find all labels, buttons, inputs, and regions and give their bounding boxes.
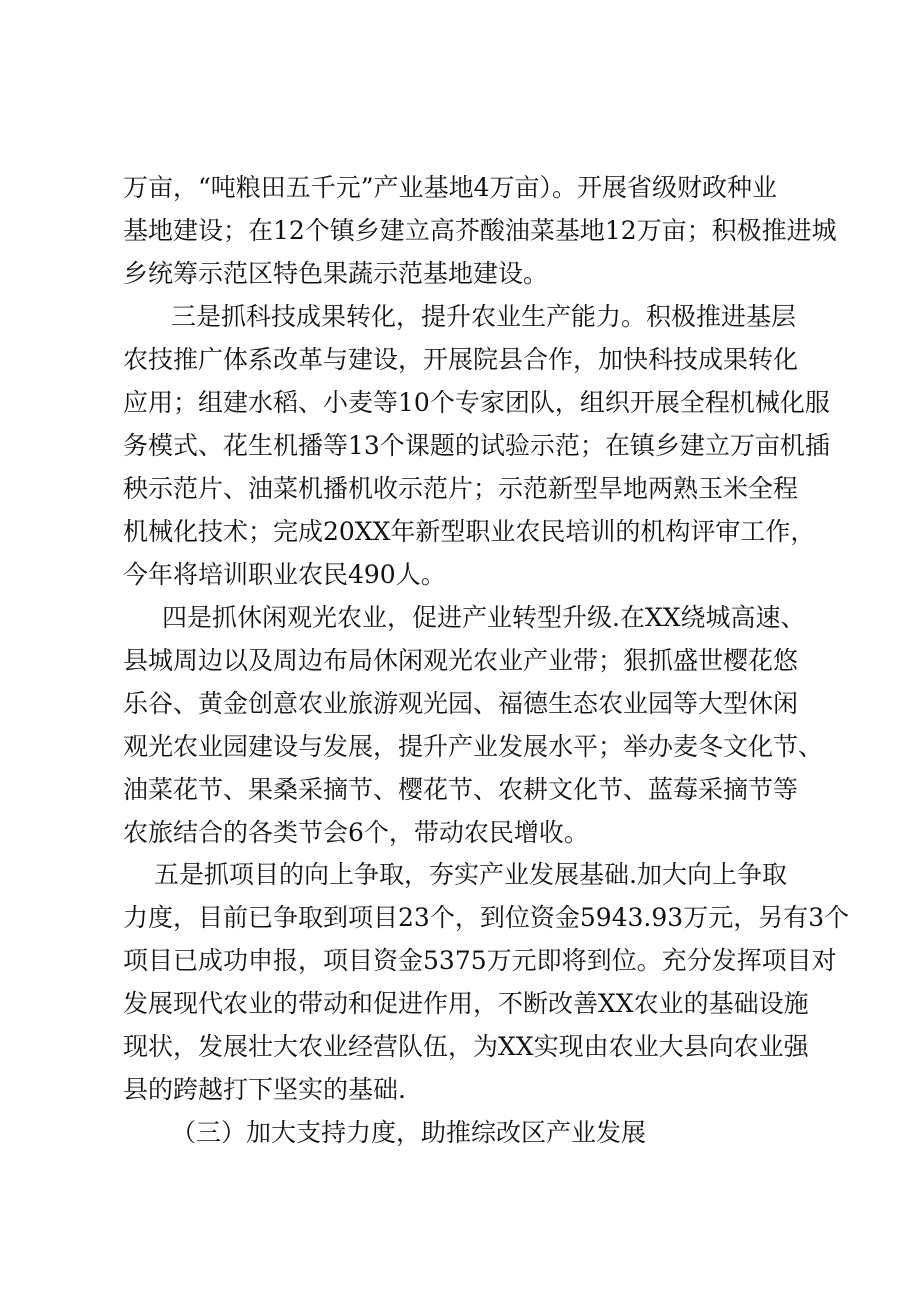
paragraph-line: 项目已成功申报，项目资金5375万元即将到位。充分发挥项目对 <box>123 946 837 975</box>
paragraph-line: 乡统筹示范区特色果蔬示范基地建设。 <box>123 259 549 288</box>
paragraph-line: 现状，发展壮大农业经营队伍，为XX实现由农业大县向农业强 <box>123 1032 809 1061</box>
paragraph-line: 今年将培训职业农民490人。 <box>123 560 446 589</box>
paragraph-line: 基地建设；在12个镇乡建立高芥酸油菜基地12万亩；积极推进城 <box>123 216 837 245</box>
paragraph-line: 秧示范片、油菜机播机收示范片；示范新型旱地两熟玉米全程 <box>123 474 799 503</box>
paragraph-line: 县的跨越打下坚实的基础. <box>123 1075 406 1104</box>
paragraph-line: 四是抓休闲观光农业，促进产业转型升级.在XX绕城高速、 <box>162 603 806 632</box>
paragraph-line: 五是抓项目的向上争取，夯实产业发展基础.加大向上争取 <box>154 860 787 889</box>
paragraph-line: 务模式、花生机播等13个课题的试验示范；在镇乡建立万亩机插 <box>123 431 830 460</box>
paragraph-line: 力度，目前已争取到项目23个，到位资金5943.93万元，另有3个 <box>123 903 850 932</box>
paragraph-line: 三是抓科技成果转化，提升农业生产能力。积极推进基层 <box>171 302 797 331</box>
section-heading: （三）加大支持力度，助推综改区产业发展 <box>171 1118 647 1147</box>
paragraph-line: 县城周边以及周边布局休闲观光农业产业带；狠抓盛世樱花悠 <box>123 646 799 675</box>
paragraph-line: 机械化技术；完成20XX年新型职业农民培训的机构评审工作， <box>123 517 816 546</box>
paragraph-line: 万亩，“吨粮田五千元”产业基地4万亩）。开展省级财政种业 <box>123 173 777 202</box>
paragraph-line: 应用；组建水稻、小麦等10个专家团队，组织开展全程机械化服 <box>123 388 830 417</box>
paragraph-line: 发展现代农业的带动和促进作用，不断改善XX农业的基础设施 <box>123 989 809 1018</box>
paragraph-line: 观光农业园建设与发展，提升产业发展水平；举办麦冬文化节、 <box>123 732 824 761</box>
paragraph-line: 农旅结合的各类节会6个，带动农民增收。 <box>123 818 589 847</box>
paragraph-line: 农技推广体系改革与建设，开展院县合作，加快科技成果转化 <box>123 345 799 374</box>
paragraph-line: 乐谷、黄金创意农业旅游观光园、福德生态农业园等大型休闲 <box>123 689 799 718</box>
paragraph-line: 油菜花节、果桑采摘节、樱花节、农耕文化节、蓝莓采摘节等 <box>123 775 799 804</box>
